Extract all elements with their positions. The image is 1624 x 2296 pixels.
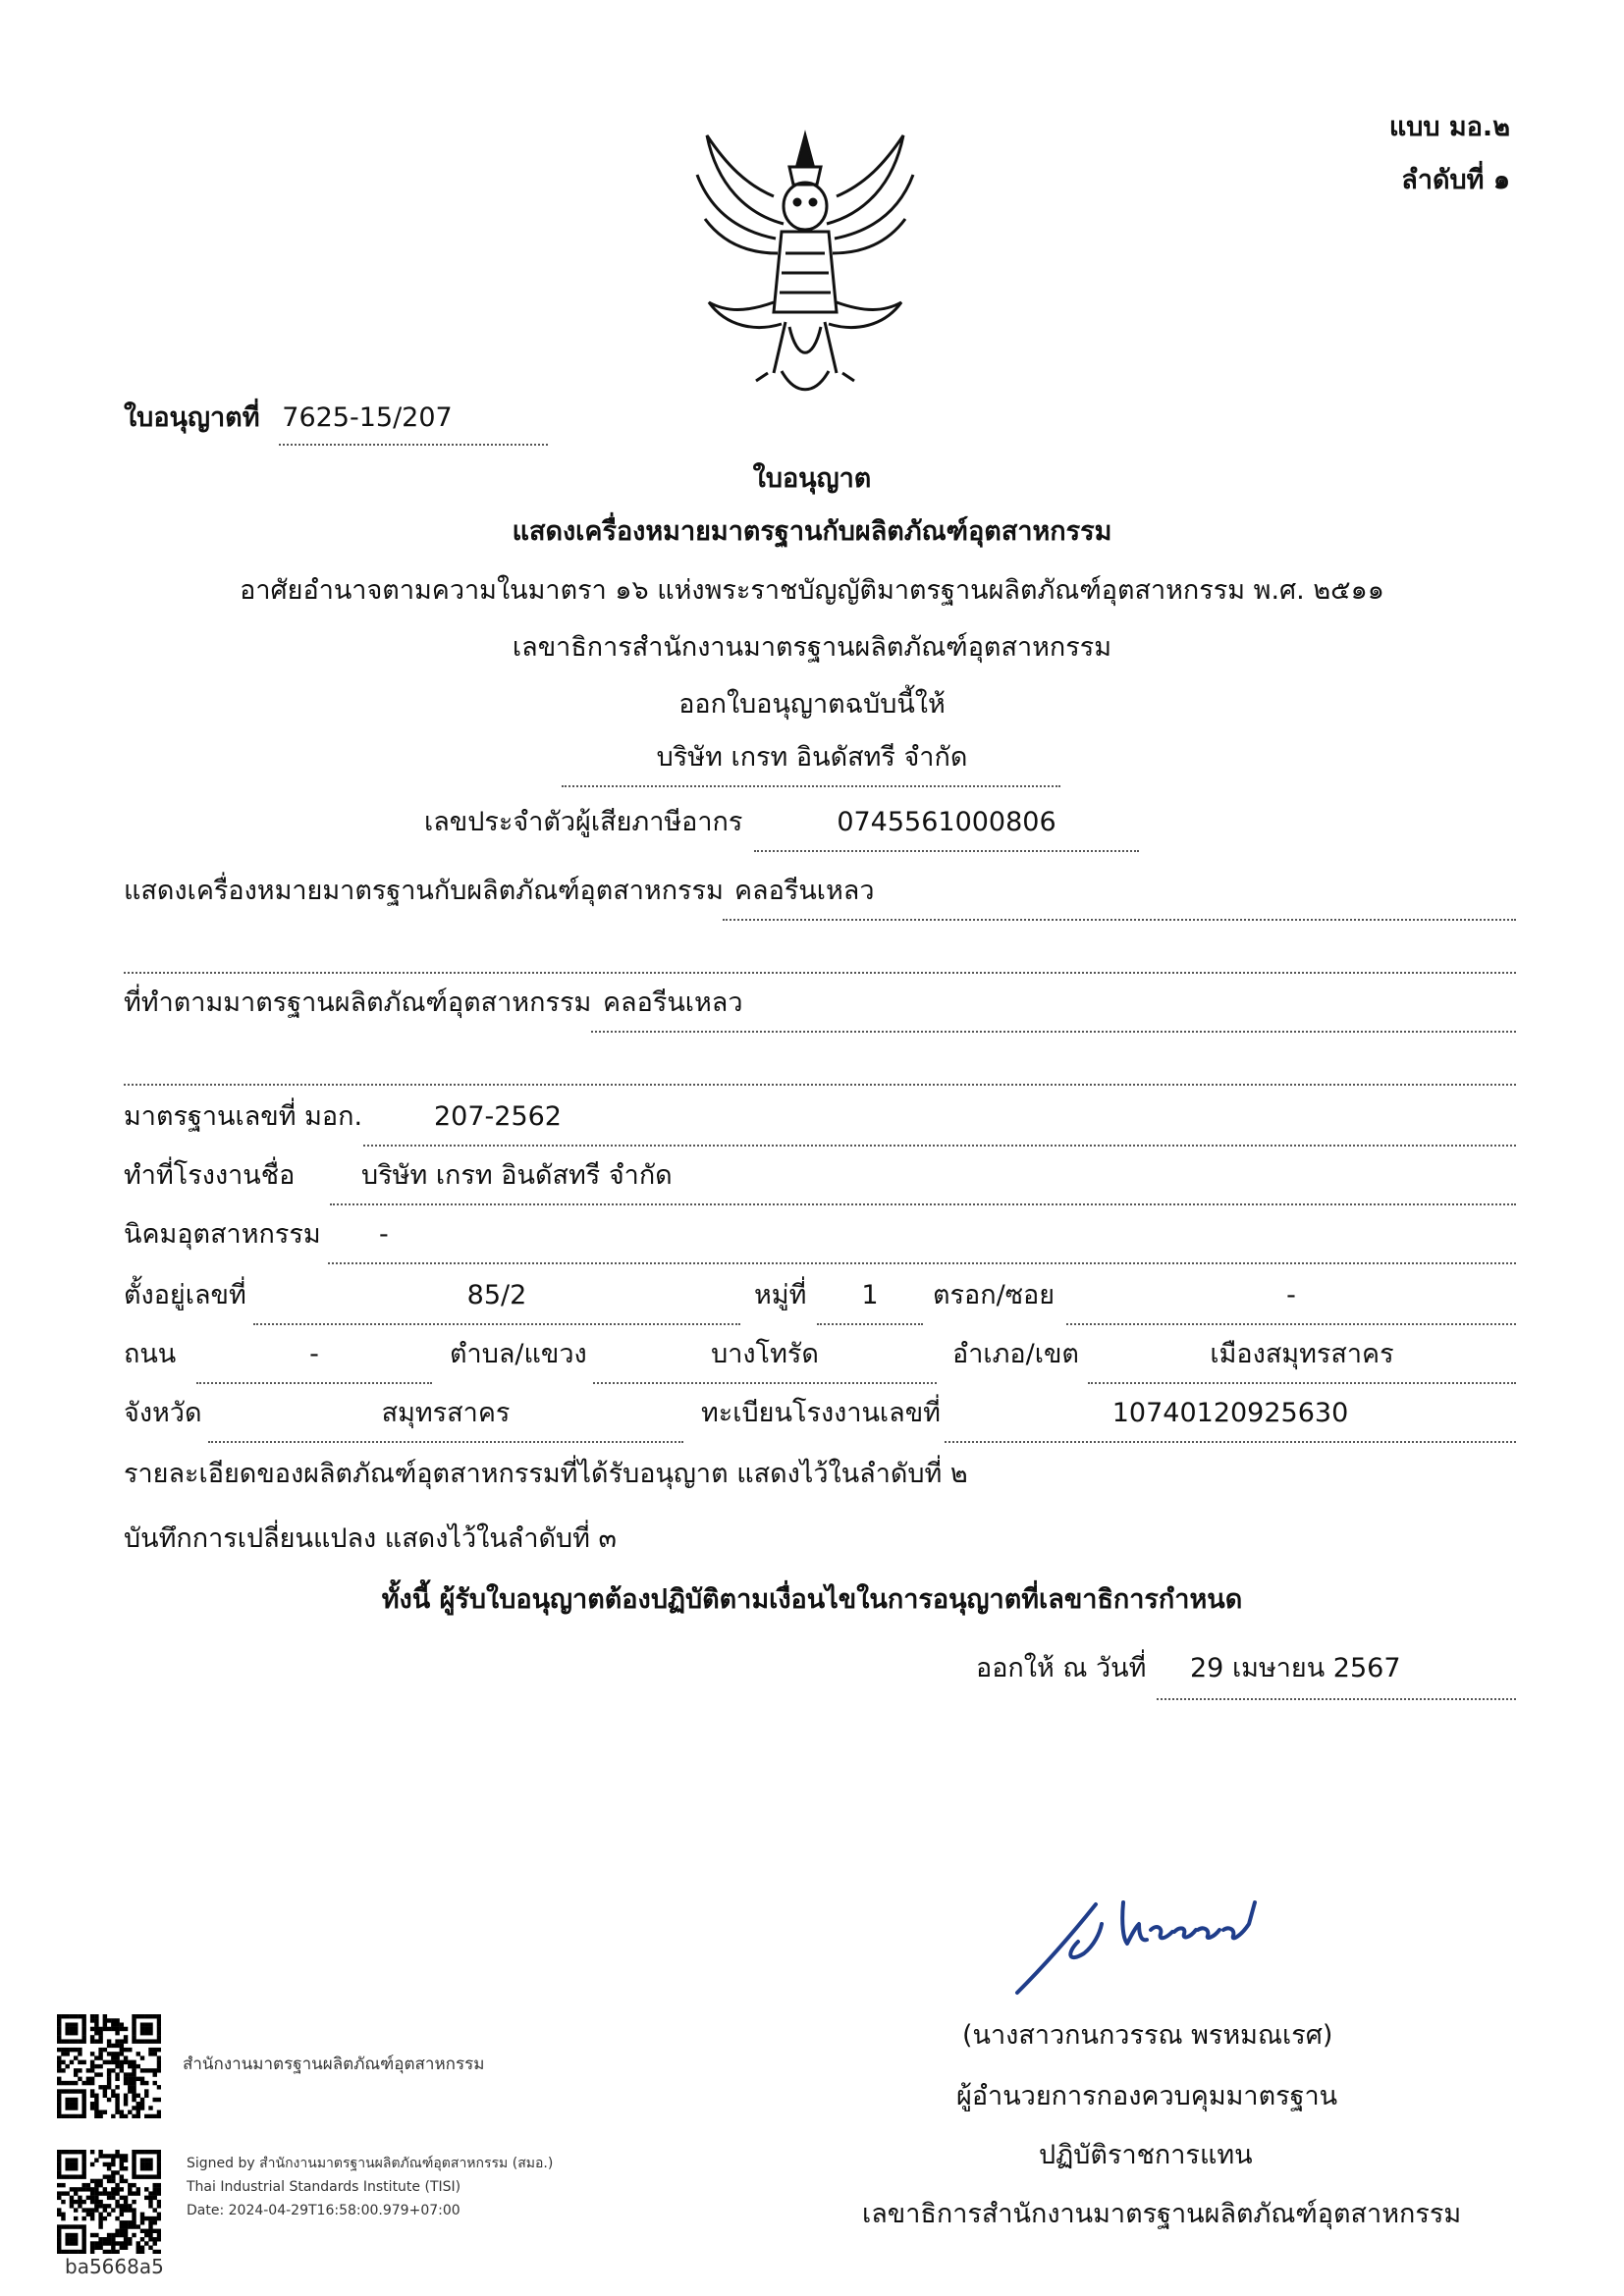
qr-code-icon (57, 2014, 161, 2118)
signatory-acting: ปฏิบัติราชการแทน (1039, 2140, 1253, 2170)
footer-signed-by: Signed by สำนักงานมาตรฐานผลิตภัณฑ์อุตสาหกรรม (สมอ.) (187, 2156, 554, 2171)
signatory-name: (นางสาวกนกวรรณ พรหมณเรศ) (962, 2020, 1333, 2051)
address-no-value: 85/2 (466, 1280, 527, 1310)
road-line (196, 1382, 432, 1384)
std-line (591, 1031, 1516, 1033)
soi-line (1066, 1323, 1516, 1325)
issue-date-line (1157, 1698, 1516, 1700)
tis-value: 207-2562 (434, 1101, 562, 1132)
factory-reg-value: 10740120925630 (1111, 1398, 1349, 1428)
std-line-2 (124, 1084, 1516, 1086)
estate-value: - (379, 1219, 389, 1250)
mark-line-2 (124, 972, 1516, 974)
amphoe-line (1088, 1382, 1516, 1384)
footer-org-en: Thai Industrial Standards Institute (TISI) (187, 2179, 461, 2195)
road-value: - (309, 1339, 319, 1369)
signatory-title: เลขาธิการสำนักงานมาตรฐานผลิตภัณฑ์อุตสาหกรรม (862, 2199, 1462, 2229)
province-value: สมุทรสาคร (381, 1398, 511, 1428)
license-number-value: 7625-15/207 (282, 402, 453, 433)
tambon-label: ตำบล/แขวง (450, 1339, 587, 1369)
moo-line (817, 1323, 923, 1325)
amphoe-value: เมืองสมุทรสาคร (1210, 1339, 1394, 1369)
moo-label: หมู่ที่ (754, 1280, 807, 1310)
province-label: จังหวัด (124, 1398, 202, 1428)
address-no-label: ตั้งอยู่เลขที่ (124, 1280, 246, 1310)
authority-statement: อาศัยอำนาจตามความในมาตรา ๑๖ แห่งพระราชบัญญัติมาตรฐานผลิตภัณฑ์อุตสาหกรรม พ.ศ. ๒๕๑๑ (240, 575, 1384, 606)
amphoe-label: อำเภอ/เขต (952, 1339, 1079, 1369)
doc-title: ใบอนุญาต (752, 463, 872, 494)
form-code: แบบ มอ.๒ (1388, 112, 1510, 142)
factory-line (330, 1203, 1516, 1205)
footer-date: Date: 2024-04-29T16:58:00.979+07:00 (187, 2203, 460, 2218)
signature-qr-code-icon (57, 2150, 161, 2254)
issue-date-label: ออกให้ ณ วันที่ (976, 1653, 1147, 1683)
tambon-value: บางโทรัด (711, 1339, 819, 1369)
footer-code: ba5668a5 (65, 2255, 164, 2278)
detail-note: รายละเอียดของผลิตภัณฑ์อุตสาหกรรมที่ได้รับอนุญาต แสดงไว้ในลำดับที่ ๒ (124, 1459, 968, 1489)
std-label: ที่ทำตามมาตรฐานผลิตภัณฑ์อุตสาหกรรม (124, 988, 592, 1018)
doc-subtitle: แสดงเครื่องหมายมาตรฐานกับผลิตภัณฑ์อุตสาหกรรม (512, 516, 1112, 547)
factory-label: ทำที่โรงงานชื่อ (124, 1160, 296, 1191)
mark-label: แสดงเครื่องหมายมาตรฐานกับผลิตภัณฑ์อุตสาหกรรม (124, 876, 724, 906)
tax-id-value: 0745561000806 (837, 807, 1056, 837)
order-number: ลำดับที่ ๑ (1401, 165, 1510, 195)
licensee-line (562, 785, 1060, 787)
soi-label: ตรอก/ซอย (933, 1280, 1056, 1310)
issuer-statement: เลขาธิการสำนักงานมาตรฐานผลิตภัณฑ์อุตสาหกรรม (512, 632, 1112, 663)
license-number-line (279, 444, 548, 446)
factory-reg-line (945, 1441, 1516, 1443)
mark-line (723, 919, 1516, 921)
tis-line (363, 1145, 1516, 1147)
factory-value: บริษัท เกรท อินดัสทรี จำกัด (361, 1160, 673, 1191)
garuda-emblem-icon (687, 116, 923, 410)
condition-note: ทั้งนี้ ผู้รับใบอนุญาตต้องปฏิบัติตามเงื่อนไขในการอนุญาตที่เลขาธิการกำหนด (381, 1584, 1243, 1615)
tax-id-line (754, 850, 1139, 852)
moo-value: 1 (861, 1280, 879, 1310)
std-value: คลอรีนเหลว (603, 988, 743, 1018)
signatory-position: ผู้อำนวยการกองควบคุมมาตรฐาน (956, 2081, 1338, 2111)
license-number-label: ใบอนุญาตที่ (124, 402, 260, 433)
changes-note: บันทึกการเปลี่ยนแปลง แสดงไว้ในลำดับที่ ๓ (124, 1523, 617, 1554)
footer-org: สำนักงานมาตรฐานผลิตภัณฑ์อุตสาหกรรม (183, 2055, 485, 2074)
road-label: ถนน (124, 1339, 177, 1369)
factory-reg-label: ทะเบียนโรงงานเลขที่ (701, 1398, 941, 1428)
licensee-company: บริษัท เกรท อินดัสทรี จำกัด (656, 742, 968, 773)
issue-date-value: 29 เมษายน 2567 (1190, 1653, 1401, 1683)
province-line (208, 1441, 683, 1443)
tis-label: มาตรฐานเลขที่ มอก. (124, 1101, 363, 1132)
issue-statement: ออกใบอนุญาตฉบับนี้ให้ (678, 689, 946, 720)
estate-label: นิคมอุตสาหกรรม (124, 1219, 321, 1250)
soi-value: - (1286, 1280, 1296, 1310)
tambon-line (593, 1382, 937, 1384)
handwritten-signature-icon (1007, 1885, 1302, 2002)
mark-value: คลอรีนเหลว (734, 876, 875, 906)
estate-line (328, 1262, 1516, 1264)
tax-id-label: เลขประจำตัวผู้เสียภาษีอากร (424, 807, 743, 837)
address-no-line (253, 1323, 740, 1325)
